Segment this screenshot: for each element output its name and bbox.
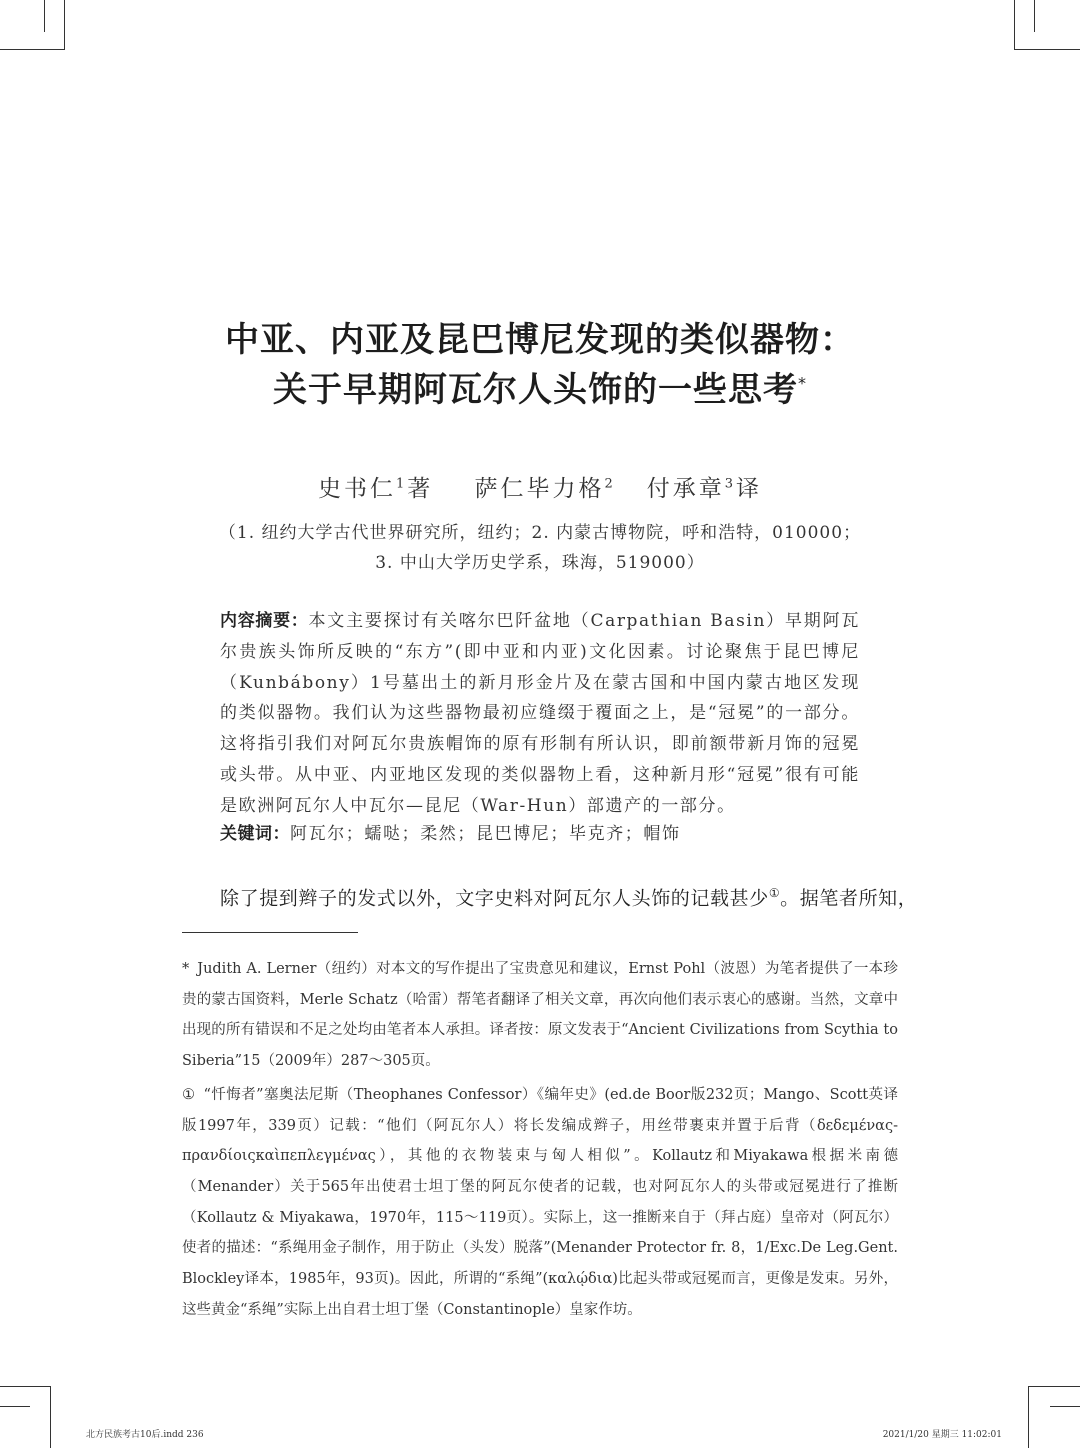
crop-mark-top-right-v2 [1034,0,1035,32]
abstract [220,606,860,822]
translator-name: 萨仁毕力格 [474,476,605,502]
author-name: 史书仁 [317,476,396,502]
crop-mark-top-left-h [0,49,65,50]
crop-mark-bottom-right-v [1028,1386,1029,1448]
print-slug-file: 北方民族考古10后.indd 236 [86,1430,204,1440]
article-title-text: 关于早期阿瓦尔人头饰的一些思考 [273,370,798,410]
body-text-start: 除了提到辫子的发式以外，文字史料对阿瓦尔人头饰的记载甚少 [220,887,769,910]
footnotes [182,954,898,1328]
author-line [0,470,1080,503]
article-title-line-1: 中亚、内亚及昆巴博尼发现的类似器物： [225,320,855,360]
crop-mark-bottom-right-h [1028,1386,1080,1387]
keywords [220,820,860,848]
footnote-1-text: “忏悔者”塞奥法尼斯（Theophanes Confessor）《编年史》(ed.de Boor版232页；Mango、Scott英译版1997年，339页）记载：“他们（阿瓦尔人）将长发编成辫子，用丝带裹束并置于后背（δεδεμένας-πρανδίοιςκαὶπεπλεγμένας），其他的衣物装束与匈人相似”。Kollautz和Miyakawa根据米南德（Menander）关于565年出使君士坦丁堡的阿瓦尔使者的记载，也对阿瓦尔人的头带或冠冕进行了推断（Kollautz & Miyakawa，1970年，115～119页）。实际上，这一推断来自于（拜占庭）皇帝对（阿瓦尔）使者的描述：“系绳用金子制作，用于防止（头发）脱落”(Menander Protector fr. 8，1/Exc.De Leg.Gent. Blockley译本，1985年，93页)。因此，所谓的“系绳”(καλῴδια)比起头带或冠冕而言，更像是发束。另外，这些黄金“系绳”实际上出自君士坦丁堡（Constantinople）皇家作坊。 [182,1086,898,1318]
keywords-label: 关键词： [220,824,290,844]
crop-mark-bottom-left-h2 [0,1406,30,1407]
crop-mark-top-right-v [1014,0,1015,50]
translator-name-2: 付承章 [646,476,725,502]
crop-mark-top-right-h [1014,49,1080,50]
author-affil-sup: 1 [395,476,408,492]
abstract-label: 内容摘要： [220,611,309,631]
affiliation-line-2: 3. 中山大学历史学系，珠海，519000） [375,553,705,573]
body-text-end: 。据笔者所知， [780,887,918,910]
footnote-star-text: Judith A. Lerner（纽约）对本文的写作提出了宝贵意见和建议，Ernst Pohl（波恩）为笔者提供了一本珍贵的蒙古国资料，Merle Schatz（哈雷）帮笔者翻译了相关文章，再次向他们表示衷心的感谢。当然，文章中出现的所有错误和不足之处均由笔者本人承担。译者按：原文发表于“Ancient Civilizations from Scythia to Siberia”15（2009年）287～305页。 [182,961,898,1070]
footnote-star-mark: * [182,961,190,977]
footnote-1-mark: ① [182,1086,196,1103]
body-footnote-ref: ① [768,886,781,900]
body-paragraph [220,878,918,913]
translator-2-affil-sup: 3 [724,476,737,492]
footnote-divider [182,932,358,933]
crop-mark-bottom-left-h [0,1386,51,1387]
translator-role: 译 [736,476,763,502]
crop-mark-bottom-left-v [50,1386,51,1448]
crop-mark-top-left-v [64,0,65,50]
affiliation-line-1: （1. 纽约大学古代世界研究所，纽约；2. 内蒙古博物院，呼和浩特，010000； [218,523,862,543]
footnote-acknowledgement [182,954,898,1077]
author-role: 著 [407,476,434,502]
translator-affil-sup: 2 [604,476,616,492]
print-slug-timestamp: 2021/1/20 星期三 11:02:01 [882,1430,1002,1440]
article-title-line-2 [0,362,1080,411]
crop-mark-bottom-right-h2 [1050,1406,1080,1407]
crop-mark-top-left-v2 [44,0,45,32]
abstract-text: 本文主要探讨有关喀尔巴阡盆地（Carpathian Basin）早期阿瓦尔贵族头饰所反映的“东方”(即中亚和内亚)文化因素。讨论聚焦于昆巴博尼（Kunbábony）1号墓出土的新月形金片及在蒙古国和中国内蒙古地区发现的类似器物。我们认为这些器物最初应缝缀于覆面之上，是“冠冕”的一部分。这将指引我们对阿瓦尔贵族帽饰的原有形制有所认识，即前额带新月饰的冠冕或头带。从中亚、内亚地区发现的类似器物上看，这种新月形“冠冕”很有可能是欧洲阿瓦尔人中瓦尔—昆尼（War-Hun）部遗产的一部分。 [220,611,860,816]
title-footnote-mark: * [798,373,807,393]
footnote-1 [182,1080,898,1326]
keywords-text: 阿瓦尔；蠕哒；柔然；昆巴博尼；毕克齐；帽饰 [290,824,681,844]
